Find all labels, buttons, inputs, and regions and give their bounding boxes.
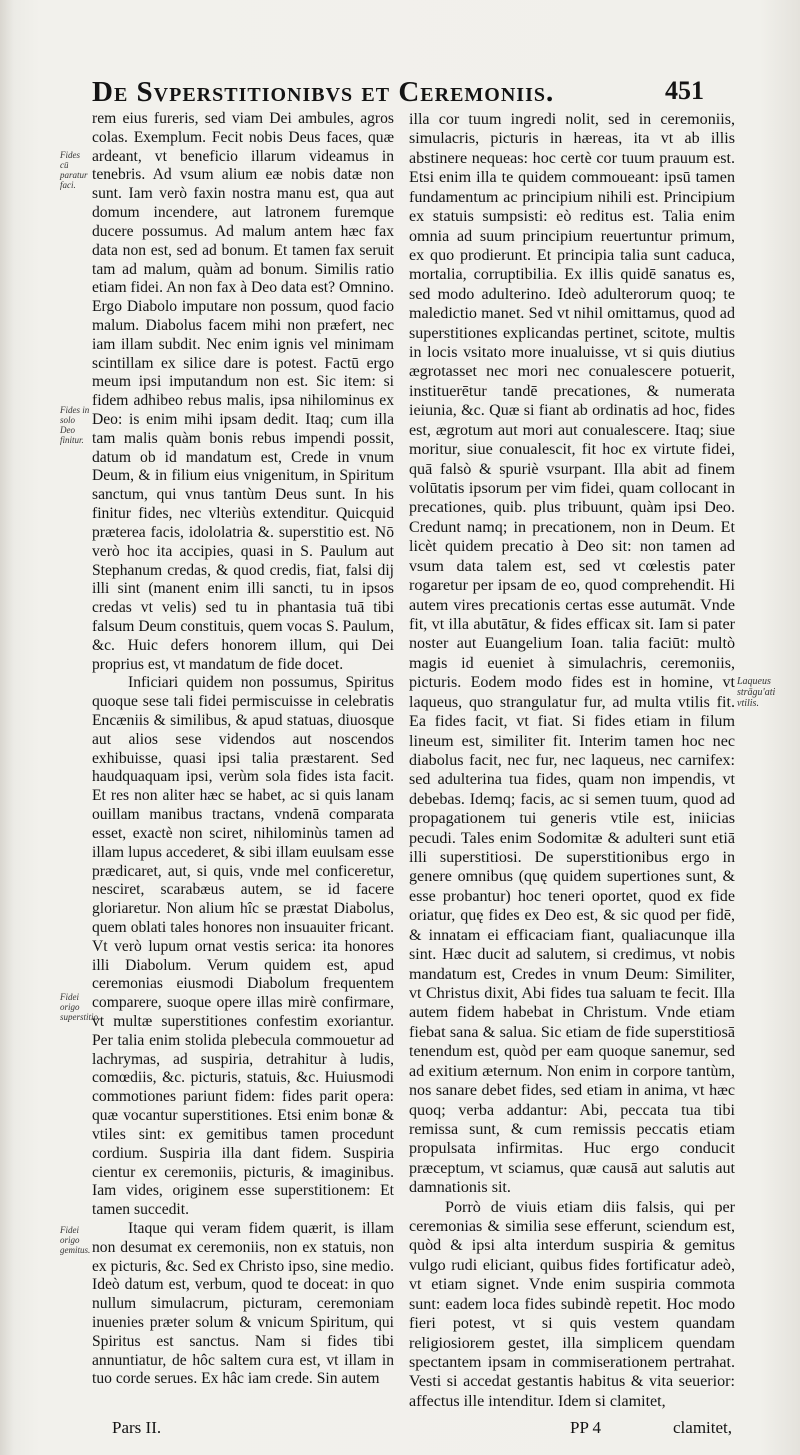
show-through-text: [745, 320, 800, 380]
right-column: [409, 110, 735, 1411]
page-header: [92, 76, 704, 108]
left-column: [92, 110, 394, 1389]
page-number: 451: [665, 76, 704, 105]
part-label: Pars II.: [112, 1418, 162, 1437]
paragraph: Inficiari quidem non possumus, Spiritus quoque sese tali fidei permiscuisse in celebratis Encæniis & similibus, & apud statuas, diuosque aut alios sese videndos aut noscendos exhibuisse, quasi ipsi talia præstarent. Sed haudquaquam ipsi, verùm sola fides ista facit. Et res non aliter hæc se habet, ac si quis lanam ouillam manibus tractans, vndenā comparata esset, exactè non sciret, nihilominùs tamen ad illam lupus accederet, & sibi illam euulsam esse prædicaret, aut, si quis, vnde mel conficeretur, nesciret, scarabæus autem, se id facere gloriaretur. Non alium hîc se præstat Diabolus, quem oblati tales honores non insuauiter fricant. Vt verò lupum ornat vestis serica: ita honores illi Diabolum. Verum quidem est, apud ceremonias eiusmodi Diabolum frequentem comparere, suoque opere illas mirè confirmare, vt multæ superstitiones confestim exoriantur. Per talia enim stolida plebecula commouetur ad lachrymas, ad suspiria, detrahitur à ludis, comœdiis, &c. picturis, statuis, &c. Huiusmodi commotiones pariunt fidem: fides parit opera: quæ vocantur superstitiones. Etsi enim bonæ & vtiles sint: ex gemitibus tamen procedunt cordium. Suspiria illa dant fidem. Suspiria cientur ex ceremoniis, picturis, & imaginibus. Iam vides, originem esse superstitionem: Et tamen succedit.: [92, 674, 394, 1219]
paragraph: rem eius fureris, sed viam Dei ambules, agros colas. Exemplum. Fecit nobis Deus faces, quæ ardeant, vt beneficio illarum videamus in tenebris. Ad vsum alium eæ nobis datæ non sunt. Iam verò faxin nostra manu est, qua aut domum incendere, aut latronem furemque ducere possumus. Ad malum antem hæc fax data non est, sed ad bonum. Et tamen fax seruit tam ad malum, quàm ad bonum. Similis ratio etiam fidei. An non fax à Deo data est? Omnino. Ergo Diabolo imputare non possum, quod facio malum. Diabolus facem mihi non præfert, nec iam illam subdit. Nec enim ignis vel minimam scintillam ex silice dare is potest. Factū ergo meum ipsi imputandum non est. Sic item: si fidem adhibeo rebus malis, ipsa nihilominus ex Deo: is enim mihi ipsam dedit. Itaq; cum illa tam malis quàm bonis rebus impendi possit, datum ob id mandatum est, Crede in vnum Deum, & in filium eius vnigenitum, in Spiritum sanctum, qui vnus tantùm Deus sunt. In his finitur fides, nec vlteriùs extenditur. Quicquid præterea facis, idololatria &. superstitio est. Nō verò hoc ita accipies, quasi in S. Paulum aut Stephanum credas, & quod credis, fiat, falsi dij illi sint (manent enim illi sancti, tu in ipsos credas vt velis) sed tu in phantasia tuā tibi falsum Deum constituis, quem vocas S. Paulum, &c. Huic defers honorem illum, qui Dei proprius est, vt mandatum de fide docet.: [92, 110, 394, 673]
paragraph: illa cor tuum ingredi nolit, sed in ceremoniis, simulacris, picturis in hæreas, ita vt ab illis abstinere nequeas: hoc certè cor tuum prauum est. Etsi enim illa te quidem commoueant: ipsū tamen fundamentum ac principium nihili est. Principium ex statuis sumpsisti: eò reditus est. Talia enim omnia ad suum principium reuertuntur primum, ex quo prodierunt. Et principia talia sunt caduca, mortalia, corruptibilia. Ex illis quidē sanatus es, sed modo adulterino. Ideò adulterorum quoq; te maledictio manet. Sed vt nihil omittamus, quod ad superstitiones explicandas pertinet, scitote, multis in locis vsitato more inualuisse, vt si quis diutius ægrotasset nec mori nec conualescere potuerit, instituerētur tandē precationes, & numerata ieiunia, &c. Quæ si fiant ab ordinatis ad hoc, fides est, ægrotum aut mori aut conualescere. Itaq; siue moritur, siue conualescit, fit hoc ex virtute fidei, quā falsò & spuriè vsurpant. Illa abit ad finem volūtatis ipsorum per vim fidei, quam collocant in precationes, quib. plus tribuunt, quàm ipsi Deo. Credunt namq; in precationem, non in Deum. Et licèt quidem precatio à Deo sit: non tamen ad vsum data talem est, sed vt cœlestis pater rogaretur per ipsam de eo, quod comprehendit. Hi autem vires precationis certas esse autumāt. Vnde fit, vt illa abutātur, & fides efficax sit. Iam si pater noster aut Euangelium Ioan. talia faciūt: multò magis id eueniet à simulachris, ceremoniis, picturis. Eodem modo fides est in homine, vt laqueus, quo strangulatur fur, ad multa vtilis fit. Ea fides facit, vt fiat. Si fides etiam in filum lineum est, similiter fit. Interim tamen hoc nec diabolus facit, nec fur, nec laqueus, nec carnifex: sed adulterina tua fides, quam non impendis, vt debebas. Idemq; facis, ac si semen tuum, quod ad propagationem tui generis vtile est, iniicias pecudi. Tales enim Sodomitæ & adulteri sunt etiā illi superstitiosi. De superstitionibus ergo in genere omnibus (quę quidem supertiones sunt, & esse probantur) hoc teneri oportet, quod ex fide oriatur, quę fides ex Deo est, & sic quod per fidē, & innatam ei efficaciam fiant, qualiacunque illa sint. Hæc ducit ad salutem, si credimus, vt nobis mandatum est, Credes in vnum Deum: Similiter, vt Christus dixit, Abi fides tua saluam te fecit. Illa autem fidem habebat in Christum. Vnde etiam fiebat sana & salua. Sic etiam de fide superstitiosā tenendum est, quòd per eam quoque sanemur, sed ad exitium æternum. Non enim in corpore tantùm, nos sanare debet fides, sed etiam in anima, vt hæc quoq; verba addantur: Abi, peccata tua tibi remissa sunt, & cum remissis peccatis etiam propulsata infirmitas. Huc ergo conducit præceptum, vt sciamus, quæ causā aut salutis aut damnationis sit.: [409, 111, 735, 1197]
paragraph: Itaque qui veram fidem quærit, is illam non desumat ex ceremoniis, non ex statuis, non ex picturis, &c. Sed ex Christo ipso, sine medio. Ideò datum est, verbum, quod te doceat: in quo nullum simulacrum, picturam, ceremoniam inuenies præter solum & vnicum Spiritum, qui Spiritus est sanctus. Nam si fides tibi annuntiatur, de hôc saltem cura est, vt illam in tuo corde serues. Ex hâc iam crede. Sin autem: [92, 1219, 394, 1388]
catchword: clamitet,: [673, 1418, 733, 1437]
margin-note: Fidei origo superstitio.: [60, 992, 101, 1022]
margin-note: Fidei origo gemitus.: [60, 1225, 91, 1255]
margin-note: Fides in solo Deo finitur.: [60, 405, 90, 445]
margin-note: Fides cū paratur faci.: [60, 150, 88, 190]
signature-mark: PP 4: [570, 1418, 602, 1437]
paragraph: Porrò de viuis etiam diis falsis, qui per ceremonias & similia sese efferunt, sciendum est, quòd & ipsi alta interdum suspiria & gemitus vulgo rudi eliciant, quibus fides fortificatur adeò, vt etiam signet. Vnde enim suspiria commota sunt: eadem loca fides subindè repetit. Hoc modo fieri potest, vt si quis vestem quandam religiosiorem gestet, illa simplicem quendam spectantem ipsam in commiserationem pertrahat. Vesti si accedat gestantis habitus & vita seuerior: affectus ille intenditur. Idem si clamitet,: [409, 1198, 735, 1410]
running-title: De Svperstitionibvs et Ceremoniis.: [92, 76, 555, 108]
margin-note: Laqueus strāgu'ati vtilis.: [737, 676, 776, 709]
